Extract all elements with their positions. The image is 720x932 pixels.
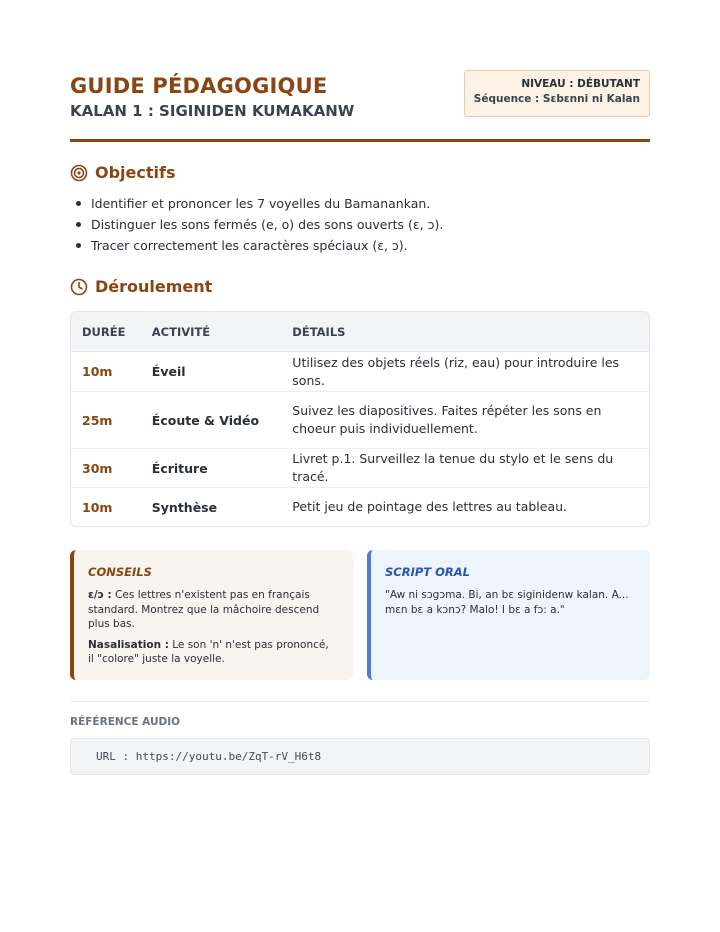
conseils-tip (88, 638, 337, 667)
conseils-title: CONSEILS (88, 565, 152, 579)
table-row (71, 488, 649, 526)
schedule-table (70, 311, 650, 527)
page-header (70, 70, 650, 142)
objectives-list (70, 193, 650, 256)
level-badge (464, 70, 650, 117)
tip-text: Le son 'n' n'est pas prononcé, il "colore" juste la voyelle. (88, 638, 329, 665)
conseils-card (70, 550, 353, 680)
row-activity: Écriture (151, 460, 208, 476)
audio-url-box: URL : https://youtu.be/ZqT-rV_H6t8 (70, 738, 650, 775)
objectives-heading (70, 163, 176, 182)
table-row (71, 392, 649, 449)
list-item: Distinguer les sons fermés (e, o) des sons ouverts (ɛ, ɔ). (70, 214, 650, 235)
row-activity: Écoute & Vidéo (151, 412, 260, 428)
row-duration: 10m (82, 364, 113, 379)
script-oral-text: "Aw ni sɔgɔma. Bi, an bɛ siginidenw kalan. A... mɛn bɛ a kɔnɔ? Malo! I bɛ a fɔ: a." (385, 589, 629, 616)
column-header-duration: DURÉE (82, 324, 126, 339)
column-header-activity: ACTIVITÉ (151, 324, 211, 339)
list-item: Tracer correctement les caractères spéciaux (ɛ, ɔ). (70, 235, 650, 256)
row-activity: Synthèse (151, 499, 218, 515)
row-details: Suivez les diapositives. Faites répéter les sons en choeur puis individuellement. (292, 403, 602, 436)
table-header (71, 312, 649, 352)
clock-icon (70, 278, 88, 296)
row-details: Livret p.1. Surveillez la tenue du stylo et le sens du tracé. (292, 451, 614, 484)
level-label: NIVEAU : DÉBUTANT (521, 78, 640, 90)
row-details: Petit jeu de pointage des lettres au tableau. (292, 499, 568, 514)
divider (70, 701, 650, 702)
audio-reference-label: RÉFÉRENCE AUDIO (70, 716, 181, 728)
row-details: Utilisez des objets réels (riz, eau) pour introduire les sons. (292, 354, 620, 388)
page-title: GUIDE PÉDAGOGIQUE (70, 74, 328, 98)
deroulement-heading (70, 277, 212, 296)
column-header-details: DÉTAILS (292, 324, 346, 339)
target-icon (70, 164, 88, 182)
deroulement-title: Déroulement (95, 277, 213, 296)
objectives-title: Objectifs (95, 163, 176, 182)
row-duration: 25m (82, 412, 113, 428)
row-duration: 30m (82, 460, 113, 476)
tip-label: Nasalisation : (88, 638, 169, 651)
script-oral-title: SCRIPT ORAL (385, 565, 470, 579)
tip-text: Ces lettres n'existent pas en français standard. Montrez que la mâchoire descend plus bas. (88, 589, 320, 630)
row-duration: 10m (82, 499, 113, 515)
conseils-tip (88, 588, 337, 632)
script-oral-card (367, 550, 650, 680)
row-activity: Éveil (151, 364, 186, 379)
tip-label: ɛ/ɔ : (88, 589, 112, 601)
table-row (71, 449, 649, 488)
table-row (71, 352, 649, 392)
page-subtitle: KALAN 1 : SIGINIDEN KUMAKANW (70, 102, 355, 120)
list-item: Identifier et prononcer les 7 voyelles du Bamanankan. (70, 193, 650, 214)
sequence-label: Séquence : Sɛbɛnni ni Kalan (473, 93, 640, 105)
